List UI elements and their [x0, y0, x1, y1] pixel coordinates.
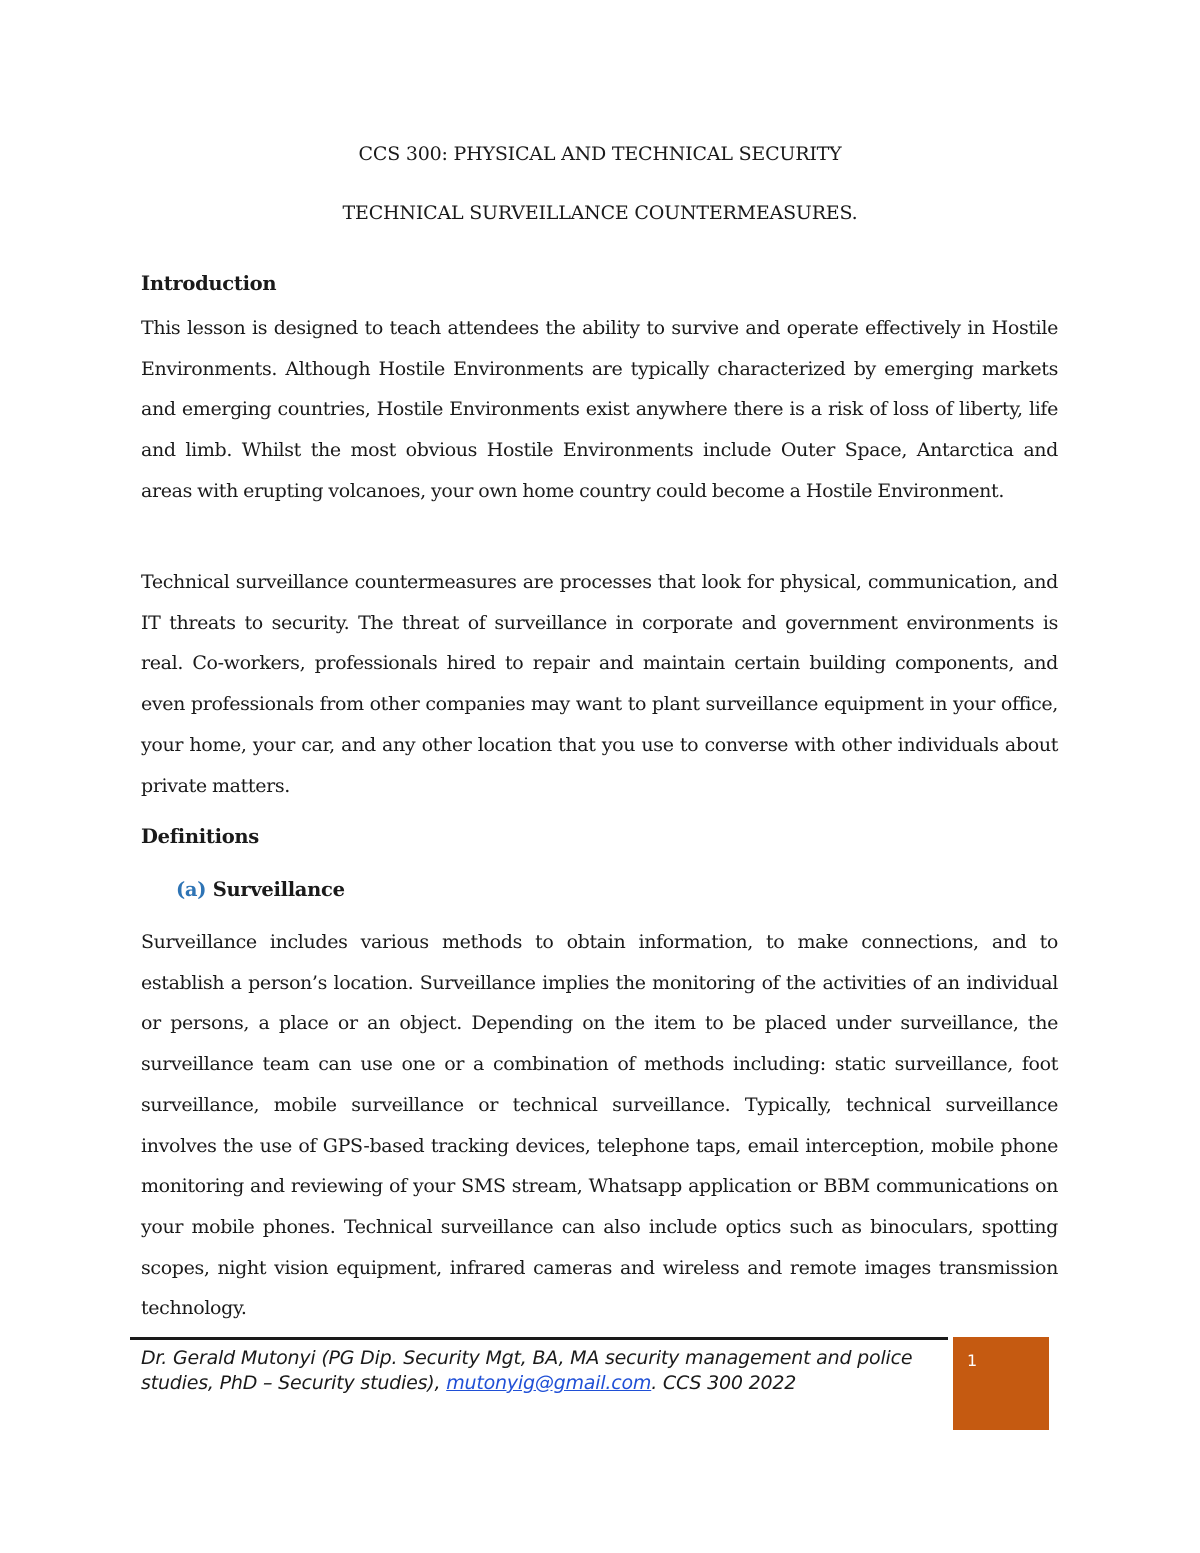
footer-divider — [130, 1337, 948, 1340]
subheading-label: Surveillance — [212, 878, 345, 901]
intro-paragraph-1: This lesson is designed to teach attendees the ability to survive and operate effectively in Hostile Environments. Although Hostile Environments are typically characterized by emerging markets and emerging countries, Hostile Environments exist anywhere there is a risk of loss of liberty, life and limb. Whilst the most obvious Hostile Environments include Outer Space, Antarctica and areas with erupting volcanoes, your own home country could become a Hostile Environment. — [141, 317, 1058, 502]
page-number-box — [953, 1337, 1049, 1430]
surveillance-subheading — [176, 878, 345, 901]
introduction-heading: Introduction — [141, 272, 277, 295]
topic-title: TECHNICAL SURVEILLANCE COUNTERMEASURES. — [342, 202, 858, 224]
intro-paragraph-2: Technical surveillance countermeasures are processes that look for physical, communication, and IT threats to security. The threat of surveillance in corporate and government environments is real. Co-workers, professionals hired to repair and maintain certain building components, and even professionals from other companies may want to plant surveillance equipment in your office, your home, your car, and any other location that you use to converse with other individuals about private matters. — [141, 571, 1058, 797]
course-title: CCS 300: PHYSICAL AND TECHNICAL SECURITY — [358, 143, 842, 165]
subheading-enumerator: (a) — [176, 878, 207, 901]
footer-suffix: . CCS 300 2022 — [651, 1372, 797, 1394]
footer-author-text: Dr. Gerald Mutonyi (PG Dip. Security Mgt, BA, MA security management and police studies, PhD – Security studies), — [141, 1347, 913, 1394]
definitions-heading: Definitions — [141, 825, 259, 848]
page-number: 1 — [967, 1351, 978, 1370]
footer-email-link[interactable]: mutonyig@gmail.com — [446, 1372, 652, 1394]
footer-author-line — [141, 1346, 931, 1396]
surveillance-paragraph: Surveillance includes various methods to obtain information, to make connections, and to establish a person’s location. Surveillance implies the monitoring of the activities of an individual or persons, a place or an object. Depending on the item to be placed under surveillance, the surveillance team can use one or a combination of methods including: static surveillance, foot surveillance, mobile surveillance or technical surveillance. Typically, technical surveillance involves the use of GPS-based tracking devices, telephone taps, email interception, mobile phone monitoring and reviewing of your SMS stream, Whatsapp application or BBM communications on your mobile phones. Technical surveillance can also include optics such as binoculars, spotting scopes, night vision equipment, infrared cameras and wireless and remote images transmission technology. — [141, 931, 1058, 1320]
